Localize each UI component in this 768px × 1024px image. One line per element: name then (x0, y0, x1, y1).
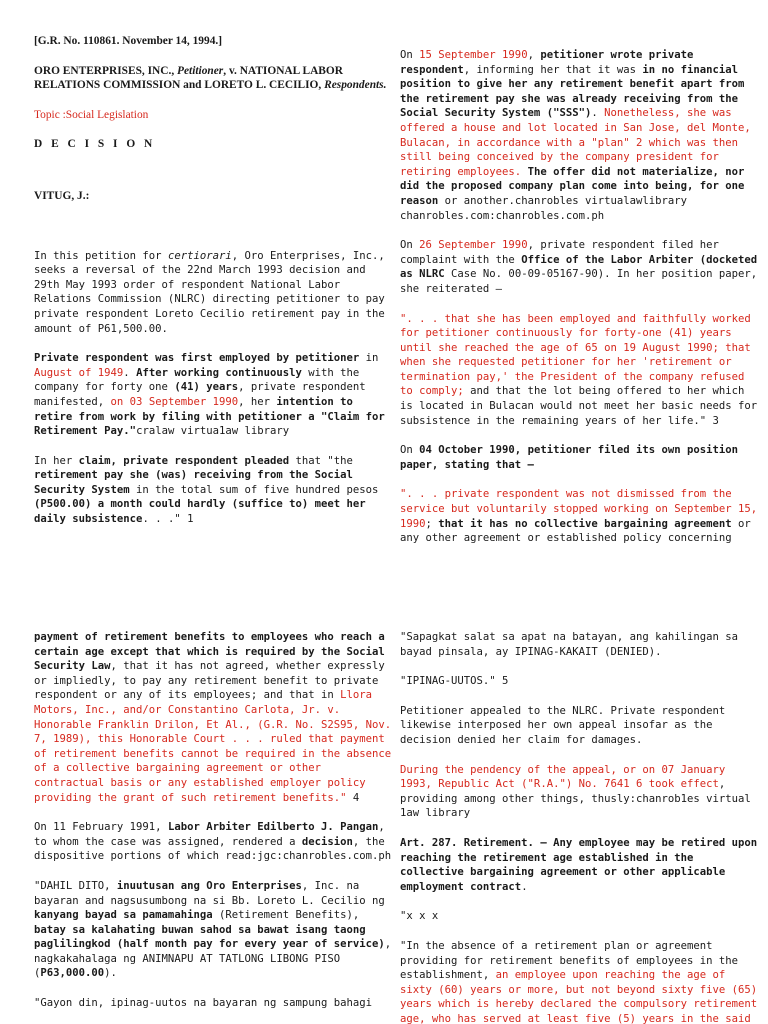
page2-left-column (34, 630, 394, 1024)
text-run: ). (104, 967, 117, 980)
text-run: "Gayon din, ipinag-uutos na bayaran ng sampung bahagi (34, 997, 373, 1010)
text-run: After working continuously (136, 366, 302, 379)
text-run: (41) years (174, 381, 239, 394)
page1-left-column (34, 34, 394, 542)
text-run: The offer did not materialize, nor did the proposed company plan come into being, for one reason (400, 165, 745, 207)
text-run: August of 1949 (34, 366, 124, 379)
text-run: retirement pay she (was) receiving from the Social Security System (34, 469, 353, 496)
text-run: "In the absence of a retirement plan or agreement providing for retirement benefits of employees in the establishment, (400, 939, 739, 982)
text-run: Case No. 00-09-05167-90). In her position paper, she reiterated — (400, 268, 758, 295)
text-run: kanyang bayad sa pamamahinga (34, 909, 213, 922)
text-run: certiorari (167, 249, 232, 262)
quoted-paragraph (400, 630, 760, 659)
text-run: 26 September 1990 (419, 239, 528, 252)
text-run: in (359, 352, 379, 365)
text-run: on 03 September 1990 (110, 395, 239, 408)
text-run: that it has no collective bargaining agreement (438, 517, 732, 530)
text-run: 4 (346, 791, 360, 804)
text-run: an employee upon reaching the age of sixty (60) years or more, but not beyond sixty five (65) years which is hereby declared the compulsory retirement age, (400, 969, 758, 1024)
text-run: , private respondent filed her complaint with the (400, 239, 719, 266)
text-run: "DAHIL DITO, (34, 879, 117, 892)
text-run: ". . . private respondent was not dismissed from the service but voluntarily stopped working on September 15, 1990 (400, 488, 758, 530)
text-run: Respondents. (324, 79, 387, 92)
text-run: Petitioner (177, 64, 224, 77)
text-run: "Sapagkat salat sa apat na batayan, ang kahilingan sa bayad pinsala, ay IPINAG-KAKAIT (DENIED). (400, 631, 739, 658)
text-run: , that it has not agreed, whether expressly or impliedly, to pay any retirement benefit to private respondent or any of its employees; and that in (34, 660, 385, 702)
text-run: claim, private respondent pleaded (78, 454, 290, 467)
text-run: inuutusan ang Oro Enterprises (116, 879, 302, 892)
case-citation: [G.R. No. 110861. November 14, 1994.] (34, 35, 223, 47)
text-run: , (527, 49, 541, 61)
text-run: , nagkakahalaga ng ANIMNAPU AT TATLONG LIBONG PISO ( (34, 938, 392, 980)
paragraph (34, 454, 394, 527)
quoted-paragraph (400, 487, 760, 545)
text-run: , providing among other things, thusly:chanrob1es virtual 1aw library (400, 778, 751, 820)
text-run: and that the lot being offered to her which is located in Bulacan would not meet her basic needs for subsistence in the remaining years of her life." 3 (400, 385, 758, 427)
text-run: petitioner wrote private respondent (400, 49, 694, 76)
text-run: batay sa kalahating buwan sahod sa bawat isang taong paglilingkod (half month pay for every year of service) (34, 923, 385, 951)
text-run: In this petition for (34, 249, 168, 262)
text-run: P63,000.00 (40, 967, 105, 980)
text-run: Office of the Labor Arbiter (docketed as NLRC (400, 253, 758, 281)
text-run: or another.chanrobles virtualawlibrary chanrobles.com:chanrobles.com.ph (400, 194, 688, 222)
paragraph (400, 48, 760, 223)
quoted-paragraph (400, 674, 760, 689)
text-run: During the pendency of the appeal, or on 07 January 1993, Republic Act ("R.A.") No. 7641 6 took effect (400, 763, 726, 791)
text-run: , Oro Enterprises, Inc., seeks a reversal of the 22nd March 1993 decision and 29th May 1993 order of respondent National Labor Relations Commission (NLRC) directing petitioner to pay private respondent Loreto Cecilio retirement pay in the amount of P61,500.00. (34, 249, 385, 335)
text-run: in the total sum of five hundred pesos (129, 483, 379, 496)
text-run: , to whom the case was assigned, rendered a (34, 821, 385, 848)
paragraph (34, 249, 394, 337)
text-run: intention to retire from work by filing with petitioner a "Claim for Retirement Pay." (34, 395, 385, 438)
text-run: On 11 February 1991, (34, 821, 168, 834)
quoted-paragraph (400, 312, 760, 429)
text-run: . (123, 366, 137, 379)
text-run: , Inc. na bayaran and nagsusumbong na si Bb. Loreto L. Cecilio ng (34, 879, 385, 907)
statute-excerpt (400, 836, 760, 894)
topic-label: Topic :Social Legislation (34, 108, 149, 121)
paragraph (34, 630, 394, 805)
text-run: (P500.00) a month could hardly (suffice to) meet her daily subsistence (34, 498, 366, 526)
text-run: who has served at least five (5) years in the said (431, 1012, 751, 1024)
text-run: payment of retirement benefits to employees who reach a certain age except that which is required by the Social Security Law (34, 631, 385, 673)
text-run: , the dispositive portions of which read:jgc:chanrobles.com.ph (34, 835, 392, 863)
text-run: Labor Arbiter Edilberto J. Pangan (167, 821, 379, 834)
text-run: On (400, 49, 420, 61)
text-run: In her (34, 454, 79, 467)
paragraph (34, 820, 394, 864)
text-run: cralaw virtua1aw library (136, 425, 290, 438)
page1-right-column (400, 48, 760, 561)
text-run: , private respondent manifested, (34, 381, 366, 408)
text-run: Nonetheless, she was offered a house and lot located in San Jose, del Monte, Bulacan, in accordance with a "plan" 2 which was then still being conceived by the company president for retiring employees. (400, 107, 751, 178)
text-run: . (591, 107, 605, 120)
text-run: or any other agreement or established policy concerning (400, 517, 751, 545)
text-run: Private respondent was first employed by petitioner (34, 352, 360, 365)
text-run: Llora Motors, Inc., and/or Constantino Carlota, Jr. v. Honorable Franklin Drilon, Et Al., (G.R. No. S2S95, Nov. 7, 1989), this Honorable Court . . . ruled that payment of retirement benefits cannot be required in the absence of a collective bargaining agreement or other contractual basis or any established employer policy providing the grant of such retirement benefits." (34, 689, 392, 804)
ellipsis-line (400, 909, 760, 924)
text-run: , v. NATIONAL LABOR RELATIONS COMMISSION and LORETO L. CECILIO, (34, 64, 343, 92)
statute-excerpt (400, 939, 760, 1024)
text-run: , informing her that it was (463, 63, 643, 76)
text-run: that "the (289, 454, 353, 467)
text-run: , her (238, 395, 277, 408)
text-run: Art. 287. Retirement. — Any employee may be retired upon reaching the retirement age established in the collective bargaining agreement or other applicable employment contract (400, 836, 758, 893)
text-run: . (521, 880, 528, 893)
text-run: "IPINAG-UUTOS." 5 (400, 675, 509, 688)
text-run: On (400, 239, 420, 252)
text-run: . . ." 1 (142, 513, 194, 526)
text-run: with the company for forty one (34, 366, 360, 394)
text-run: On (400, 444, 420, 457)
text-run: "x x x (400, 910, 439, 923)
text-run: 15 September 1990 (419, 49, 528, 61)
document-page-2 (0, 608, 768, 1024)
text-run: (Retirement Benefits), (212, 909, 360, 922)
paragraph (400, 763, 760, 821)
text-run: ORO ENTERPRISES, INC., (34, 64, 178, 77)
case-parties (34, 64, 394, 93)
text-run: ". . . that she has been employed and faithfully worked for petitioner continuously for forty-one (41) years until she reached the age of 65 on 19 August 1990; that when she requested petitioner for her 'retirement or termination pay,' the President of the company refused to comply; (400, 312, 751, 398)
quoted-paragraph (34, 879, 394, 981)
text-run: in no financial position to give her any retirement benefit apart from the retirement pay she was already receiving from the Social Security System ("SSS") (400, 63, 745, 120)
paragraph (400, 704, 760, 748)
text-run: 04 October 1990, petitioner filed its own position paper, stating that — (400, 444, 739, 471)
paragraph (400, 238, 760, 296)
ponente: VITUG, J.: (34, 189, 90, 202)
paragraph (34, 351, 394, 439)
text-run: ; (425, 517, 439, 530)
text-run: Petitioner appealed to the NLRC. Private respondent likewise interposed her own appeal insofar as the decision denied her claim for damages. (400, 704, 726, 746)
text-run: decision (301, 835, 353, 848)
decision-heading: D E C I S I O N (34, 138, 156, 151)
page2-right-column (400, 630, 760, 1024)
quoted-paragraph (34, 996, 394, 1011)
paragraph (400, 443, 760, 472)
